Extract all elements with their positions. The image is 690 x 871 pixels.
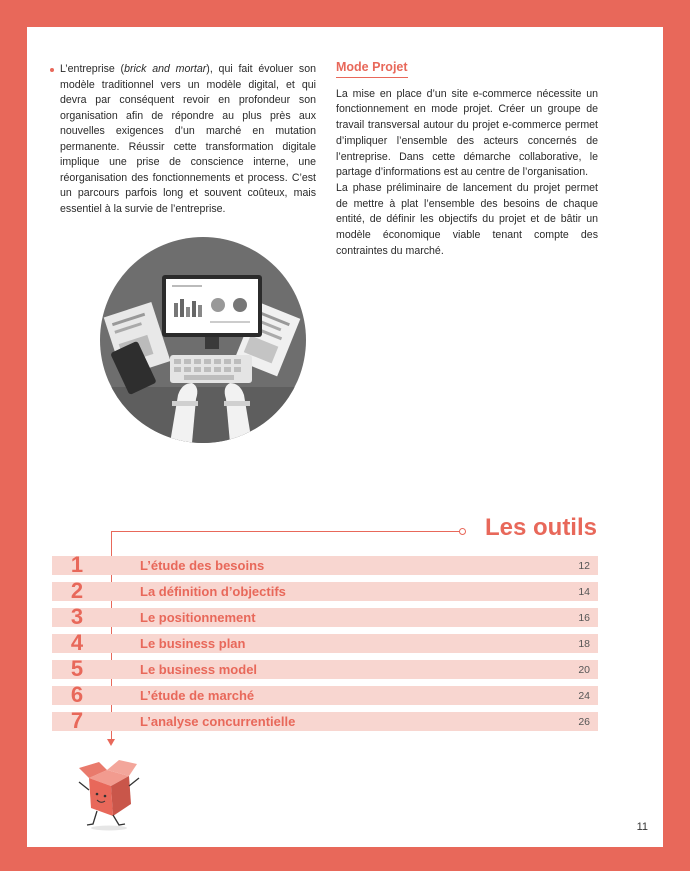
paragraph-2: La phase préliminaire de lancement du projet permet de mettre à plat l’ensemble des besoins de chaque entité, de définir les objectifs du projet et de bâtir un modèle économique viable tenant compte des contraintes du marché. <box>336 181 598 257</box>
left-column <box>49 62 316 217</box>
item-label: L’étude de marché <box>140 688 255 703</box>
intro-text-italic: brick and mortar <box>124 63 207 75</box>
item-page: 12 <box>578 560 590 572</box>
arrow-down-icon <box>107 739 115 746</box>
item-page: 20 <box>578 664 590 676</box>
item-page: 16 <box>578 612 590 624</box>
tools-list <box>52 552 598 738</box>
tools-list-item[interactable] <box>52 630 598 655</box>
page <box>27 27 663 847</box>
paragraph-1: La mise en place d’un site e-commerce nécessite un fonctionnement en mode projet. Créer un groupe de travail transversal autour du projet e-commerce permet d’impliquer l’ensemble des acteurs concernés de l’entreprise. Dans cette démarche collaborative, le partage d’informations est au centre de l’organisation. <box>336 87 598 179</box>
item-number: 2 <box>70 578 84 603</box>
right-column <box>336 60 598 259</box>
item-label: Le business model <box>140 662 258 677</box>
item-number: 5 <box>70 656 84 681</box>
intro-text-b: ), qui fait évoluer son modèle traditionnel vers un modèle digital, et qui devra par conséquent revoir en profondeur son organisation afin de répondre au plus près aux nouvelles exigences d’un marché en mutation permanente. Réussir cette transformation digitale implique une prise de conscience interne, une réorganisation des fonctionnements et process. C’est un parcours parfois long et souvent coûteux, mais essentiel à la survie de l’entreprise. <box>60 63 316 215</box>
item-number: 1 <box>70 552 84 577</box>
item-label: Le business plan <box>140 636 246 651</box>
workstation-illustration <box>100 237 306 443</box>
item-page: 14 <box>578 586 590 598</box>
item-page: 18 <box>578 638 590 650</box>
item-number: 7 <box>70 708 84 733</box>
tools-list-item[interactable] <box>52 604 598 629</box>
intro-text-a: L’entreprise ( <box>60 63 125 75</box>
item-page: 24 <box>578 690 590 702</box>
box-mascot-icon <box>67 752 147 832</box>
item-label: L’étude des besoins <box>140 558 265 573</box>
item-label: La définition d’objectifs <box>140 584 286 599</box>
tools-list-item[interactable] <box>52 552 598 577</box>
item-number: 4 <box>70 630 84 655</box>
tools-connector-line <box>111 531 461 532</box>
intro-paragraph <box>49 62 316 217</box>
tools-title: Les outils <box>484 514 597 541</box>
tools-list-item[interactable] <box>52 656 598 681</box>
section-heading: Mode Projet <box>336 60 408 78</box>
item-label: Le positionnement <box>140 610 256 625</box>
tools-list-item[interactable] <box>52 708 598 733</box>
bullet-icon <box>50 68 54 72</box>
item-page: 26 <box>578 716 590 728</box>
item-number: 6 <box>70 682 84 707</box>
page-number: 11 <box>636 821 648 833</box>
item-number: 3 <box>70 604 84 629</box>
tools-list-item[interactable] <box>52 682 598 707</box>
tools-list-item[interactable] <box>52 578 598 603</box>
tools-dot <box>459 528 466 535</box>
item-label: L’analyse concurrentielle <box>140 714 296 729</box>
